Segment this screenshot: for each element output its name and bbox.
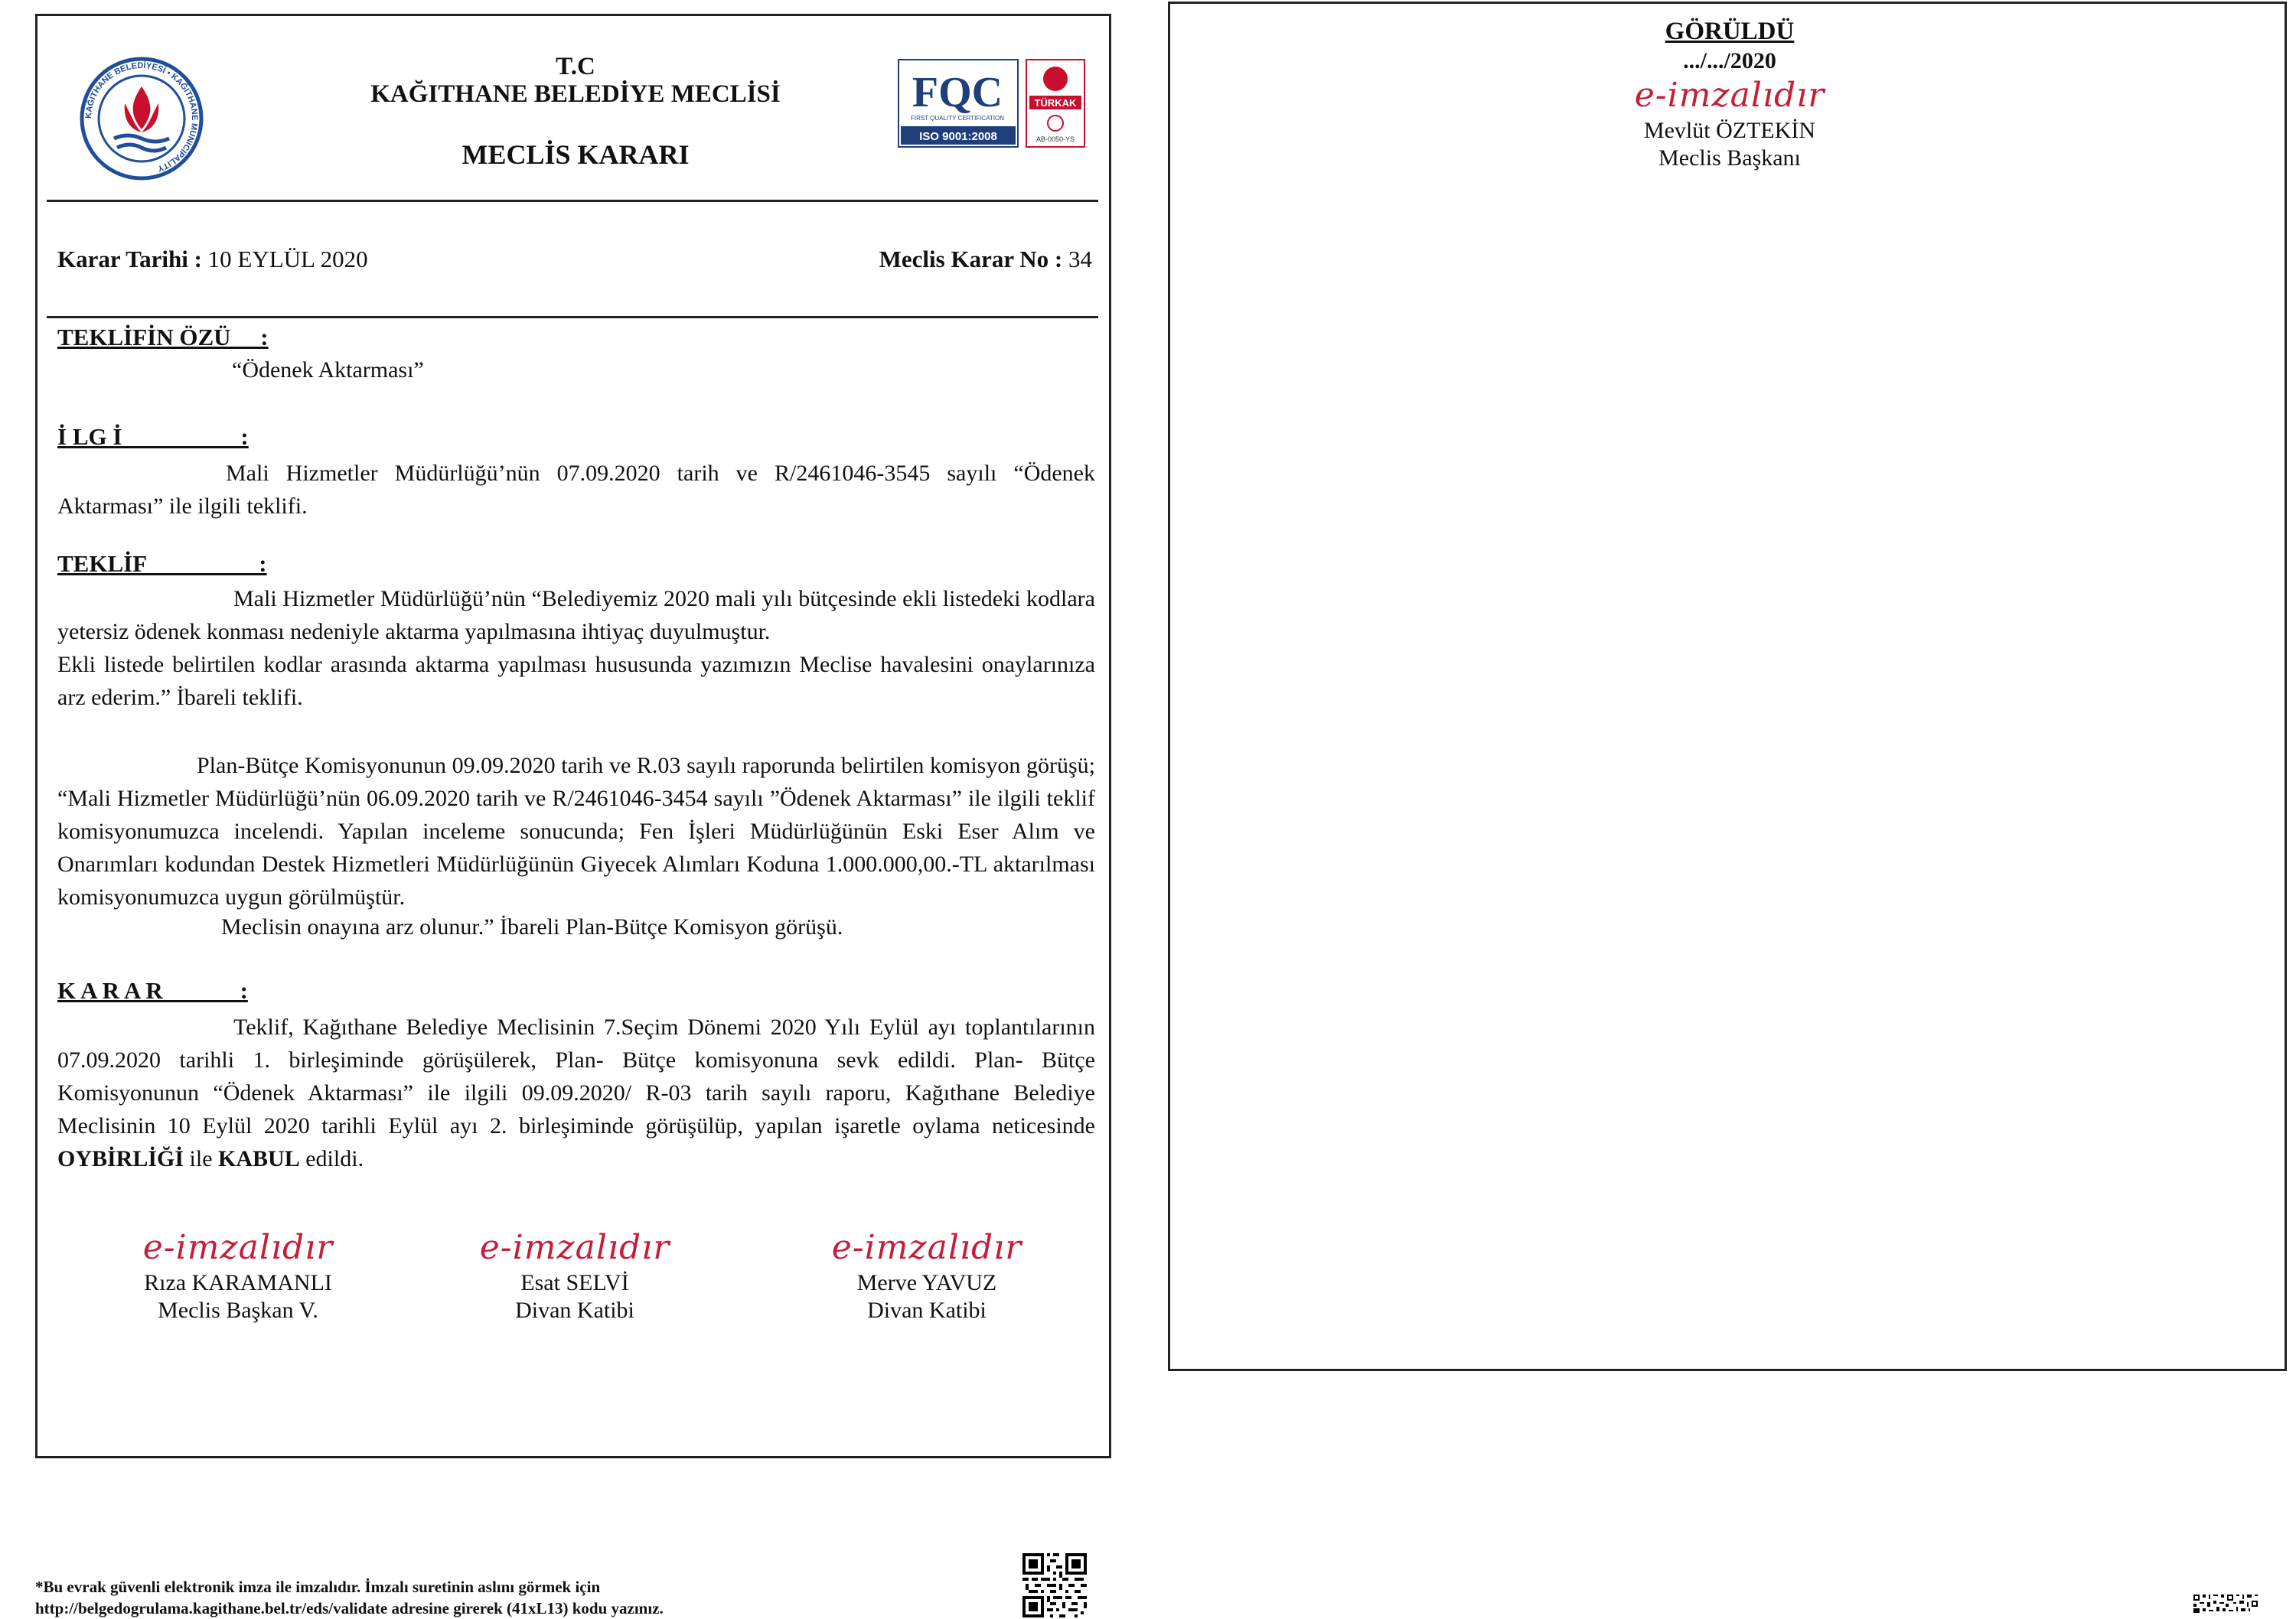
logo-ring-text: KAĞITHANE BELEDİYESİ • KAĞITHANE MUNICIPALITY [83,60,200,174]
decision-text-end: edildi. [299,1146,364,1171]
header-tc: T.C [556,53,595,80]
proposal-summary-heading: TEKLİFİN ÖZÜ : [57,324,269,350]
approval-date: .../.../2020 [1683,48,1776,73]
cert-fqc-label: FQC [912,69,1003,116]
decision-number-value: 34 [1062,246,1092,272]
approval-title: GÖRÜLDÜ [1665,18,1795,45]
cert-turkak-sub: AB-0050-YS [1035,135,1075,143]
reference-text: Mali Hizmetler Müdürlüğü’nün 07.09.2020 tarih ve R/2461046-3545 sayılı “Ödenek Aktarması” ile ilgili teklifi. [57,461,1095,519]
meta-divider [47,316,1098,318]
decision-text-body: Teklif, Kağıthane Belediye Meclisinin 7.Seçim Dönemi 2020 Yılı Eylül ayı toplantılarının 07.09.2020 tarihli 1. birleşiminde görüşülerek, Plan- Bütçe komisyonuna sevk edildi. Plan- Bütçe Komisyonunun “Ödenek Aktarması” ile ilgili 09.09.2020/ R-03 tarih sayılı raporu, Kağıthane Belediye Meclisinin 10 Eylül 2020 tarihli Eylül ayı 2. birleşiminde görüşülüp, yapılan işaretle oylama neticesinde [57,1015,1095,1139]
proposal-summary-text: “Ödenek Aktarması” [232,357,424,383]
header-divider [47,200,1098,202]
reference-heading: İ LG İ : [57,423,249,450]
footer-verification-note [35,1576,664,1619]
qr-code-icon [1022,1553,1087,1617]
decision-number-label: Meclis Karar No : [879,246,1063,272]
signer-role: Meclis Başkan V. [158,1298,318,1323]
barcode-icon [2193,1595,2258,1613]
e-signature-mark: e-imzalıdır [1634,76,1825,115]
approval-signature-block [1170,74,2289,172]
proposal-text [57,582,1095,714]
signature-block [123,1226,353,1324]
approver-role: Meclis Başkanı [1658,145,1801,171]
commission-opinion-end: Meclisin onayına arz olunur.” İbareli Plan-Bütçe Komisyon görüşü. [221,914,843,940]
footer-note-line1: *Bu evrak güvenli elektronik imza ile imzalıdır. İmzalı suretinin aslını görmek için [35,1578,601,1596]
e-signature-mark: e-imzalıdır [479,1228,670,1267]
decision-date-value: 10 EYLÜL 2020 [201,246,368,272]
proposal-heading: TEKLİF : [57,550,267,577]
approver-name: Mevlüt ÖZTEKİN [1643,118,1816,143]
footer-note-line2[interactable]: http://belgedogrulama.kagithane.bel.tr/eds/validate adresine girerek (41xL13) kodu yazınız. [35,1599,664,1617]
header-organization: KAĞITHANE BELEDİYE MECLİSİ [370,80,781,108]
decision-text-mid: ile [184,1146,219,1171]
decision-page [35,14,1111,1458]
cert-fqc-sub: FIRST QUALITY CERTIFICATION [910,115,1005,122]
e-signature-mark: e-imzalıdır [142,1228,334,1267]
signature-block [460,1226,690,1324]
proposal-text-part1: Mali Hizmetler Müdürlüğü’nün “Belediyemiz 2020 mali yılı bütçesinde ekli listedeki kodlara yetersiz ödenek konması nedeniyle aktarma yapılmasına ihtiyaç duyulmuştur. [57,586,1095,644]
decision-title: MECLİS KARARI [461,139,690,170]
proposal-text-part2: Ekli listede belirtilen kodlar arasında aktarma yapılması hususunda yazımızın Meclise havalesini onaylarınıza arz ederim.” İbareli teklifi. [57,652,1095,710]
approval-page [1168,2,2287,1371]
cert-iso-label: ISO 9001:2008 [919,130,997,143]
signer-name: Esat SELVİ [520,1270,629,1295]
decision-text [57,1011,1095,1175]
e-signature-mark: e-imzalıdır [831,1228,1022,1267]
decision-heading: K A R A R : [57,977,248,1004]
decision-unanimous: OYBİRLİĞİ [57,1146,184,1171]
signer-role: Divan Katibi [867,1298,987,1323]
cert-turkak-label: TÜRKAK [1034,97,1077,109]
decision-date-label: Karar Tarihi : [57,246,202,272]
signer-name: Merve YAVUZ [856,1270,997,1295]
decision-date [57,246,368,273]
signer-name: Rıza KARAMANLI [144,1270,332,1295]
decision-number [879,246,1092,273]
decision-accepted: KABUL [218,1146,300,1171]
commission-opinion-text: Plan-Bütçe Komisyonunun 09.09.2020 tarih ve R.03 sayılı raporunda belirtilen komisyon görüşü; “Mali Hizmetler Müdürlüğü’nün 06.09.2020 tarih ve R/2461046-3454 sayılı ”Ödenek Aktarması” ile ilgili teklif komisyonumuzca incelendi. Yapılan inceleme sonucunda; Fen İşleri Müdürlüğünün Eski Eser Alım ve Onarımları kodundan Destek Hizmetleri Müdürlüğünün Giyecek Alımları Koduna 1.000.000,00.-TL aktarılması komisyonumuzca uygun görülmüştür. [57,753,1095,910]
signature-block [812,1226,1042,1324]
signer-role: Divan Katibi [515,1298,634,1323]
certification-badges-icon [898,59,1086,148]
